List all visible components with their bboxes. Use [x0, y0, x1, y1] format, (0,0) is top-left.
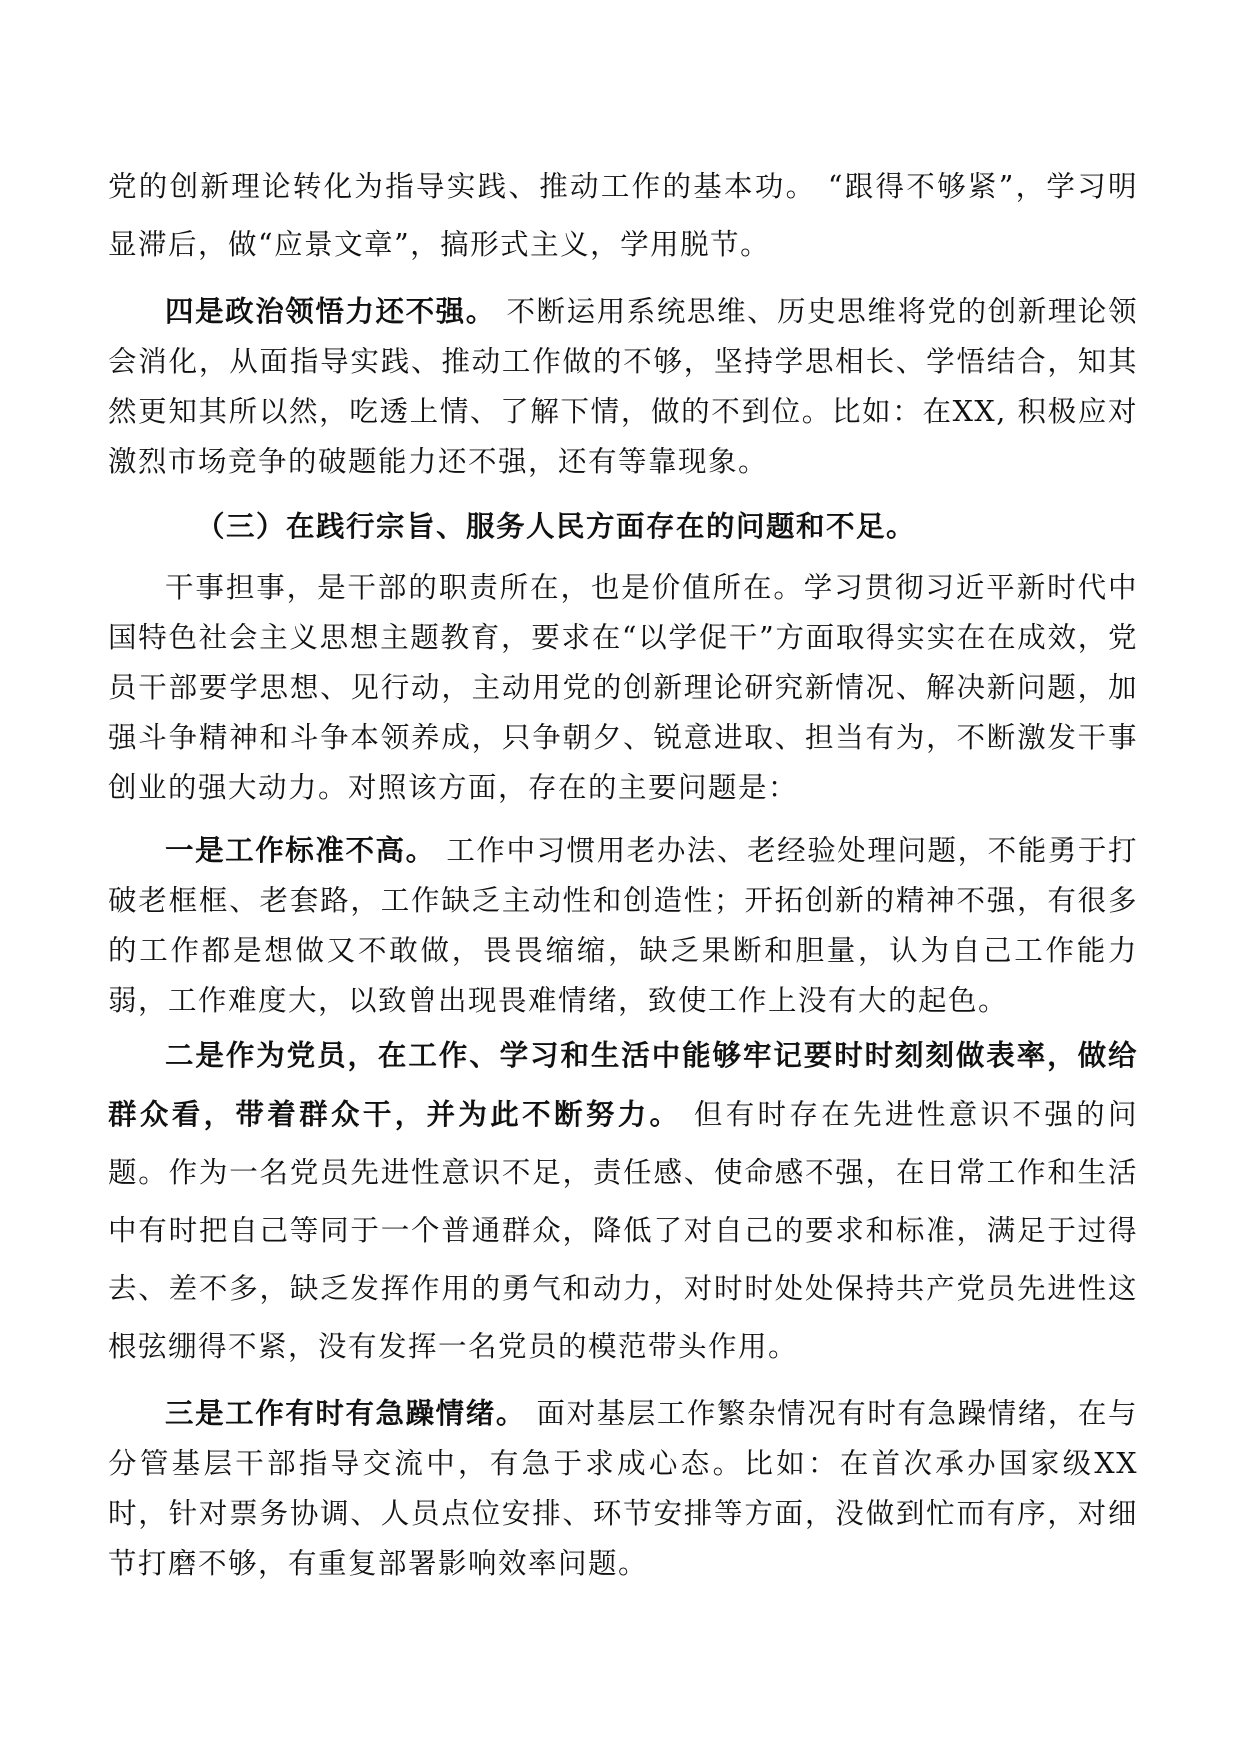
document-body	[108, 158, 1138, 1589]
paragraph-continuation	[108, 158, 1138, 274]
paragraph-text: 但有时存在先进性意识不强的问题。作为一名党员先进性意识不足，责任感、使命感不强，在日常工作和生活中有时把自己等同于一个普通群众，降低了对自己的要求和标准，满足于过得去、差不多，缺乏发挥作用的勇气和动力，对时时处处保持共产党员先进性这根弦绷得不紧，没有发挥一名党员的模范带头作用。	[108, 1098, 1138, 1363]
section-heading: （三）在践行宗旨、服务人民方面存在的问题和不足。	[196, 509, 917, 543]
paragraph-lead: 二是作为党员，在工作、学习和生活中能够牢记要时时刻刻做表率，做给群众看，带着群众干，并为此不断努力。	[108, 1038, 1138, 1131]
paragraph-lead: 一是工作标准不高。	[165, 833, 436, 867]
paragraph-text: 面对基层工作繁杂情况有时有急躁情绪，在与分管基层干部指导交流中，有急于求成心态。比如：在首次承办国家级XX 时，针对票务协调、人员点位安排、环节安排等方面，没做到忙而有序，对细节打磨不够，有重复部署影响效率问题。	[108, 1397, 1138, 1580]
paragraph-lead: 三是工作有时有急躁情绪。	[165, 1396, 526, 1430]
paragraph-lead: 四是政治领悟力还不强。	[165, 294, 496, 328]
paragraph-text: 党的创新理论转化为指导实践、推动工作的基本功。 “跟得不够紧”，学习明显滞后，做“应景文章”，搞形式主义，学用脱节。	[108, 170, 1138, 261]
paragraph-political-understanding	[108, 286, 1138, 487]
paragraph-text: 不断运用系统思维、历史思维将党的创新理论领会消化，从面指导实践、推动工作做的不够，坚持学思相长、学悟结合，知其然更知其所以然，吃透上情、了解下情，做的不到位。比如：在XX, 积极应对激烈市场竞争的破题能力还不强，还有等靠现象。	[108, 295, 1138, 478]
paragraph-text: 干事担事，是干部的职责所在，也是价值所在。学习贯彻习近平新时代中国特色社会主义思想主题教育，要求在“以学促干”方面取得实实在在成效，党员干部要学思想、见行动，主动用党的创新理论研究新情况、解决新问题，加强斗争精神和斗争本领养成，只争朝夕、锐意进取、担当有为，不断激发干事创业的强大动力。对照该方面，存在的主要问题是：	[108, 571, 1138, 804]
paragraph-section-intro	[108, 563, 1138, 813]
paragraph-impatience	[108, 1388, 1138, 1589]
paragraph-text: 工作中习惯用老办法、老经验处理问题，不能勇于打破老框框、老套路，工作缺乏主动性和创造性；开拓创新的精神不强，有很多的工作都是想做又不敢做，畏畏缩缩，缺乏果断和胆量，认为自己工作能力弱，工作难度大，以致曾出现畏难情绪，致使工作上没有大的起色。	[108, 834, 1138, 1017]
paragraph-party-member	[108, 1026, 1138, 1376]
paragraph-work-standard	[108, 825, 1138, 1026]
